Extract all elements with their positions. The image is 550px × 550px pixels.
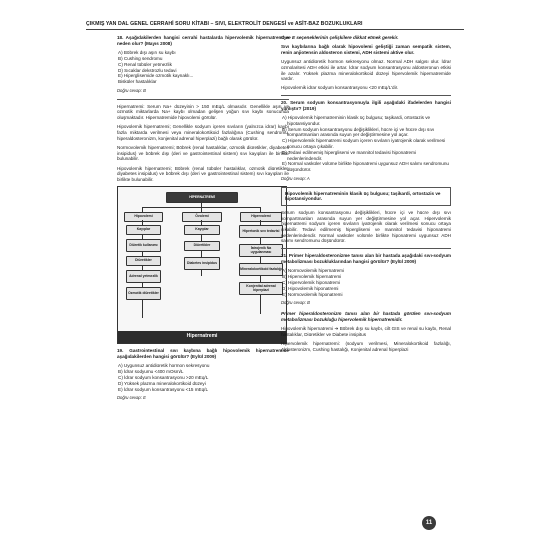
diagram-top-node: HİPERNATREMİ xyxy=(166,192,238,203)
diagram-node: Hipertonik sıvı tedavisi xyxy=(239,225,283,238)
answer-21: Doğru cevap: B xyxy=(281,300,310,306)
paragraph: Hipovolemik hipernatremi; Böbrek (renal tübüler hastalıklar, ozmotik diüretikler, diyabetes insipidus) ve böbrek dışı (deri ve gastrointestinal sistem) sıvı kayıpları ile birlikte bulunabilir. xyxy=(117,165,289,182)
left-column xyxy=(117,35,289,406)
option: E) Hiperglisemide ozmotik kaynaklı... xyxy=(118,73,194,79)
paragraph: Normovolemik hipernatremi; Böbrek (renal hastalıklar, ozmotik diüretikler, diyabetes insipidus) ve böbrek dışı (deri ve gastrointestinal sistem) sıvı kayıpları ile birlikte bulunabilir. xyxy=(117,144,289,162)
page-header xyxy=(86,21,462,27)
option: D) Hipovolemik hiponatremi xyxy=(282,285,339,291)
diagram-node: İatrojenik Na uygulanması xyxy=(239,244,283,257)
question-19-stem: 19. Gastrointestinal sıvı kaybına bağlı hipovolemik hipernatremide aşağıdakilerden hangisi görülür? (Eylül 2009) xyxy=(117,348,289,359)
answer-18: Doğru cevap: B xyxy=(117,88,146,94)
option: B) Cushing sendromu xyxy=(118,55,163,61)
diagram-branch-hypervolemia: Hipervolemi xyxy=(240,212,282,222)
paragraph: Hipovolemik idrar sodyum konsantrasyonu <20 mEq/L'dir. xyxy=(281,85,399,91)
diagram-branch-euvolemia: Övolemi xyxy=(182,212,222,222)
diagram-node: Adrenal yetmezlik xyxy=(126,270,161,283)
divider xyxy=(117,99,289,100)
diagram-node: Mineralokortikoid fazlalığı xyxy=(239,263,283,276)
option: E) Normovolemik hiponatremi xyxy=(282,291,343,297)
question-19-options xyxy=(117,363,289,392)
option: B) İdrar sodyumu <400 mOsm/L xyxy=(118,369,184,374)
diagram-node: Ozmotik diüretikler xyxy=(126,287,161,300)
diagram-node: Kayıplar xyxy=(126,225,161,235)
paragraph: Primer hiperaldosteronizm tanısı alan bir hastada görülen sıvı-sodyum metabolizması bozukluğu hipervolemik hipernatremidir. xyxy=(281,311,451,322)
option: A) Hipovolemik hipernatreminin klasik üç bulgusu; taşikardi, ortostazis ve hipotansiyondur. xyxy=(282,115,431,126)
paragraph: Sıvı kaybılarına bağlı olarak hipovolemi geliştiği zaman sempatik sistem, renin anjiotensin aldosteron sistemi, ADH sistemi aktive olur. xyxy=(281,44,451,55)
option: A) Böbrek dışı aşırı su kaybı xyxy=(118,49,176,55)
right-column xyxy=(281,35,451,356)
diagram-footer: Hipernatremi xyxy=(118,331,286,343)
diagram-node: Diabetes insipidus xyxy=(184,257,220,270)
option: D) Tedavi edilmemiş hiperglisemi ve mannitol tedavisi hiponatremi nedenlerindendir. xyxy=(282,149,416,161)
diagram-node: Diüretikler xyxy=(184,241,220,251)
question-20-options xyxy=(281,115,451,173)
hypernatremia-diagram xyxy=(117,186,287,344)
option: D) Yüksek plazma mineralokortikoid düzeyi xyxy=(118,380,206,386)
paragraph: Hipovolemik hipernatremi; Genellikle sodyum içeren sıvıların (yalnızca idrar) kaybı fazla miktarda verilmesi veya mineralokortikoid fazlalığına (Cushing sendromu, hiperaldosteronizm, konjenital adrenal hiperplazi) bağlı olarak görülür. xyxy=(117,124,289,141)
option: Bisküler hastalıklar xyxy=(118,79,157,85)
divider xyxy=(281,248,451,249)
option: C) İdrar sodyum konsantrasyonu >20 mEq/L xyxy=(118,374,209,380)
question-21-options xyxy=(281,268,451,297)
option: E) İdrar sodyum konsantrasyonu <15 mEq/L xyxy=(118,386,209,392)
diagram-node: Diüretik kullanımı xyxy=(126,239,161,252)
paragraph: Hipervolemik hipernatremi: (sodyum verilmesi, Mineralokortikoid fazlalığı, Aldosteronizm, Cushing hastalığı, Konjenital adrenal hiperplazi xyxy=(281,340,451,352)
paragraph: Uygunsuz antidiüretik hormon sekresyonu olmaz. Normal ADH salgısı olur. İdrar ozmolaritesi ADH etkisi ile artar. İdrar sodyum konsantrasyonu aldosteronun etkisi ile azalır. Yüksek plazma mineralokortikoid düzeyi hipervolemik hipernatremide vardır. xyxy=(281,59,451,82)
question-21-stem: 21. Primer hiperaldosteronizme tanısı alan bir hastada aşağıdaki sıvı-sodyum metabolizması bozukluklarından hangisi görülür? (Eylül 2009) xyxy=(281,253,451,264)
option: C) Hipervolemik hipernatremi sodyum içeren sıvıların iyatrojenik olarak verilmesi sonucu ortaya çıkabilir. xyxy=(282,138,446,149)
question-20-stem: 20. Serum sodyum konsantrasyonuyla ilgili aşağıdaki ifadelerden hangisi yanlıştır? (2019) xyxy=(281,100,451,111)
paragraph: Serum sodyum konsantrasyonu değişiklikleri, hücre içi ve hücre dışı sıvı kompartmanları arasında suyun yer değiştirmesine yol açar. Hipervolemik hipernatremi sodyum içeren sıvıların iyatrojenik olarak verilmesi sonucu ortaya çıkabilir. Tedavi edilmemiş hiperglisemi ve mannitol tedavisi hiponatremi nedenlerindendir. Normal vasküler volümle birlikte hiponatremi uygunsuz ADH salımı sendromunu düşündürür. xyxy=(281,209,451,244)
question-18-stem: 18. Aşağıdakilerden hangisi cerrahi hastalarda hipervolemik hipernatremiye neden olur? (Mayıs 2008) xyxy=(117,35,289,46)
question-18-options xyxy=(117,50,289,85)
option: D) Sıcaklar dekstrozlu tedavi xyxy=(118,67,177,73)
diagram-node: Kayıplar xyxy=(184,225,220,235)
option: E) Normal vasküler volüme birlikte hiponatremi uygunsuz ADH salımı sendromunu düşündürür. xyxy=(282,161,449,173)
paragraph: Hipovolemik hipernatremi ➔ Böbrek dışı su kaybı, cilt GIS ve renal su kaybı, Renal hastalıklar, Diüretikler ve Diabete insipitus xyxy=(281,325,451,337)
option: B) Serum sodyum konsantrasyonu değişiklikleri, hücre içi ve hücre dışı sıvı kompartmanları arasında suyun yer değiştirmesine yol açar. xyxy=(282,126,435,138)
paragraph: Hipernatremi: Serum Na+ düzeyinin > 150 mEq/L olmasıdır. Genellikle aşırı ve ozmotik miktarlarda Na+ kaybı olmadan gelişen yoğun sıvı kaybı sonucunda oluşmaktadır. Hipernatremide hipovolemi görülür. xyxy=(117,103,289,121)
option: C) Hipervolemik hiponatremi xyxy=(282,279,340,285)
option: A) Normovolemik hipernatremi xyxy=(282,268,345,274)
option: A) Uygunsuz antidiüretik hormon sekresyonu xyxy=(118,363,210,369)
page-number-badge: 11 xyxy=(422,516,436,530)
diagram-branch-hypovolemia: Hipovolemi xyxy=(124,212,163,222)
answer-19: Doğru cevap: E xyxy=(117,395,146,401)
diagram-node: Konjenital adrenal hiperplazi xyxy=(239,282,283,295)
paragraph: C ve E seçeneklerinin çelişkilere dikkat etmek gerekir. xyxy=(281,35,399,40)
option: B) Hipervolemik hipernatremi xyxy=(282,273,342,279)
header-title: ÇIKMIŞ YAN DAL GENEL CERRAHİ SORU KİTABI – SIVI, ELEKTROLİT DENGESİ ve ASİT-BAZ BOZUKLUKLARI xyxy=(86,21,363,27)
highlight-box: Hipovolemik hipernatreminin klasik üç bulgusu; taşikardi, ortostazis ve hipotansiyondur. xyxy=(281,187,451,206)
option: C) Renal tübüler yetmezlik xyxy=(118,61,172,67)
diagram-node: Diüretikler xyxy=(126,256,161,266)
answer-20: Doğru cevap: A xyxy=(281,175,310,181)
divider xyxy=(281,95,451,96)
header-rule xyxy=(86,29,464,30)
